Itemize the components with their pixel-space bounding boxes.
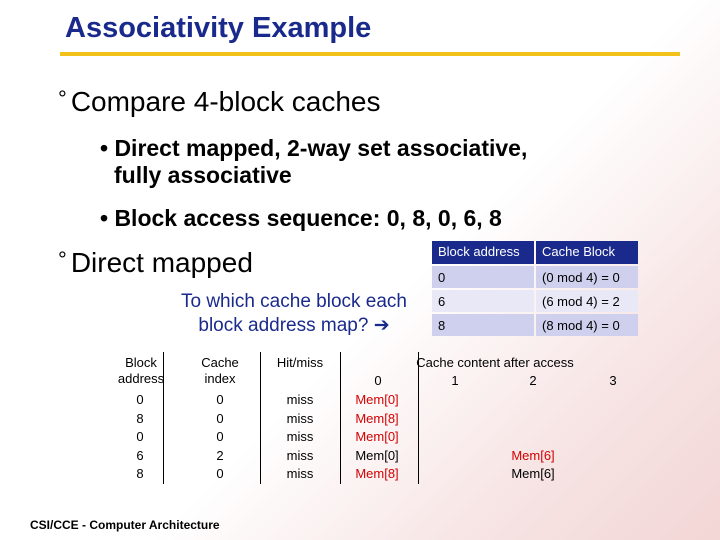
cell-hit-miss: miss <box>286 448 314 463</box>
cell-content-col-2: Mem[6] <box>511 466 555 481</box>
header-cache-index-line2: index <box>204 371 236 386</box>
mapping-question-line2-text: block address map? <box>198 315 369 336</box>
bullet-direct-mapped <box>58 247 253 279</box>
header-cache-block: Cache Block <box>536 241 638 264</box>
bullet-mark: ° <box>58 86 67 111</box>
header-block-address-line2: address <box>117 371 165 386</box>
cell-block-address: 8 <box>136 466 144 481</box>
arrow-right-icon: ➔ <box>373 315 390 336</box>
cell-block-address: 0 <box>136 429 144 444</box>
cell-content-col-0: Mem[0] <box>355 448 399 463</box>
cell-content-col-0: Mem[8] <box>355 411 399 426</box>
cell-cache-block: (6 mod 4) = 2 <box>536 290 638 312</box>
header-content-col-2: 2 <box>529 373 537 388</box>
cell-cache-index: 0 <box>216 466 224 481</box>
header-block-address-line1: Block <box>125 355 157 370</box>
column-divider <box>418 352 419 484</box>
cell-block-address: 0 <box>432 266 534 288</box>
header-content-col-3: 3 <box>609 373 617 388</box>
block-mapping-table <box>430 239 640 338</box>
cell-content-col-2: Mem[6] <box>511 448 555 463</box>
cell-block-address: 6 <box>136 448 144 463</box>
bullet-compare <box>58 86 381 118</box>
bullet-cache-types-line1: • Direct mapped, 2-way set associative, <box>100 135 528 161</box>
cell-content-col-0: Mem[0] <box>355 392 399 407</box>
cell-hit-miss: miss <box>286 411 314 426</box>
cell-cache-index: 0 <box>216 411 224 426</box>
table-row <box>432 290 638 312</box>
cell-content-col-0: Mem[0] <box>355 429 399 444</box>
header-cache-index-line1: Cache <box>201 355 239 370</box>
column-divider <box>260 352 261 484</box>
cell-block-address: 8 <box>432 314 534 336</box>
cell-hit-miss: miss <box>286 466 314 481</box>
title-underline <box>60 52 680 56</box>
cell-block-address: 8 <box>136 411 144 426</box>
bullet-mark: ° <box>58 247 67 272</box>
table-header-row <box>432 241 638 264</box>
bullet-cache-types-line2: fully associative <box>114 162 292 188</box>
footer-course-name: CSI/CCE - Computer Architecture <box>30 518 220 532</box>
bullet-cache-types <box>100 135 527 189</box>
header-cache-index <box>182 355 258 387</box>
bullet-direct-mapped-text: Direct mapped <box>70 247 253 278</box>
table-row <box>432 314 638 336</box>
cell-content-col-0: Mem[8] <box>355 466 399 481</box>
slide-title: Associativity Example <box>65 12 372 44</box>
bullet-access-sequence: • Block access sequence: 0, 8, 0, 6, 8 <box>100 205 502 231</box>
cell-hit-miss: miss <box>286 429 314 444</box>
cell-hit-miss: miss <box>286 392 314 407</box>
mapping-question <box>163 290 425 338</box>
header-cache-content: Cache content after access <box>416 355 574 370</box>
mapping-question-line2 <box>163 314 425 338</box>
cache-trace-table <box>100 352 660 482</box>
cell-cache-index: 2 <box>216 448 224 463</box>
header-block-address: Block address <box>432 241 534 264</box>
cell-block-address: 6 <box>432 290 534 312</box>
table-row <box>432 266 638 288</box>
header-block-address <box>100 355 182 387</box>
header-content-col-1: 1 <box>451 373 459 388</box>
header-hit-miss: Hit/miss <box>276 355 324 370</box>
header-content-col-0: 0 <box>374 373 382 388</box>
cell-cache-block: (8 mod 4) = 0 <box>536 314 638 336</box>
mapping-question-line1: To which cache block each <box>180 291 407 312</box>
cell-block-address: 0 <box>136 392 144 407</box>
cell-cache-block: (0 mod 4) = 0 <box>536 266 638 288</box>
bullet-compare-text: Compare 4-block caches <box>70 86 381 117</box>
cell-cache-index: 0 <box>216 392 224 407</box>
cell-cache-index: 0 <box>216 429 224 444</box>
column-divider <box>340 352 341 484</box>
